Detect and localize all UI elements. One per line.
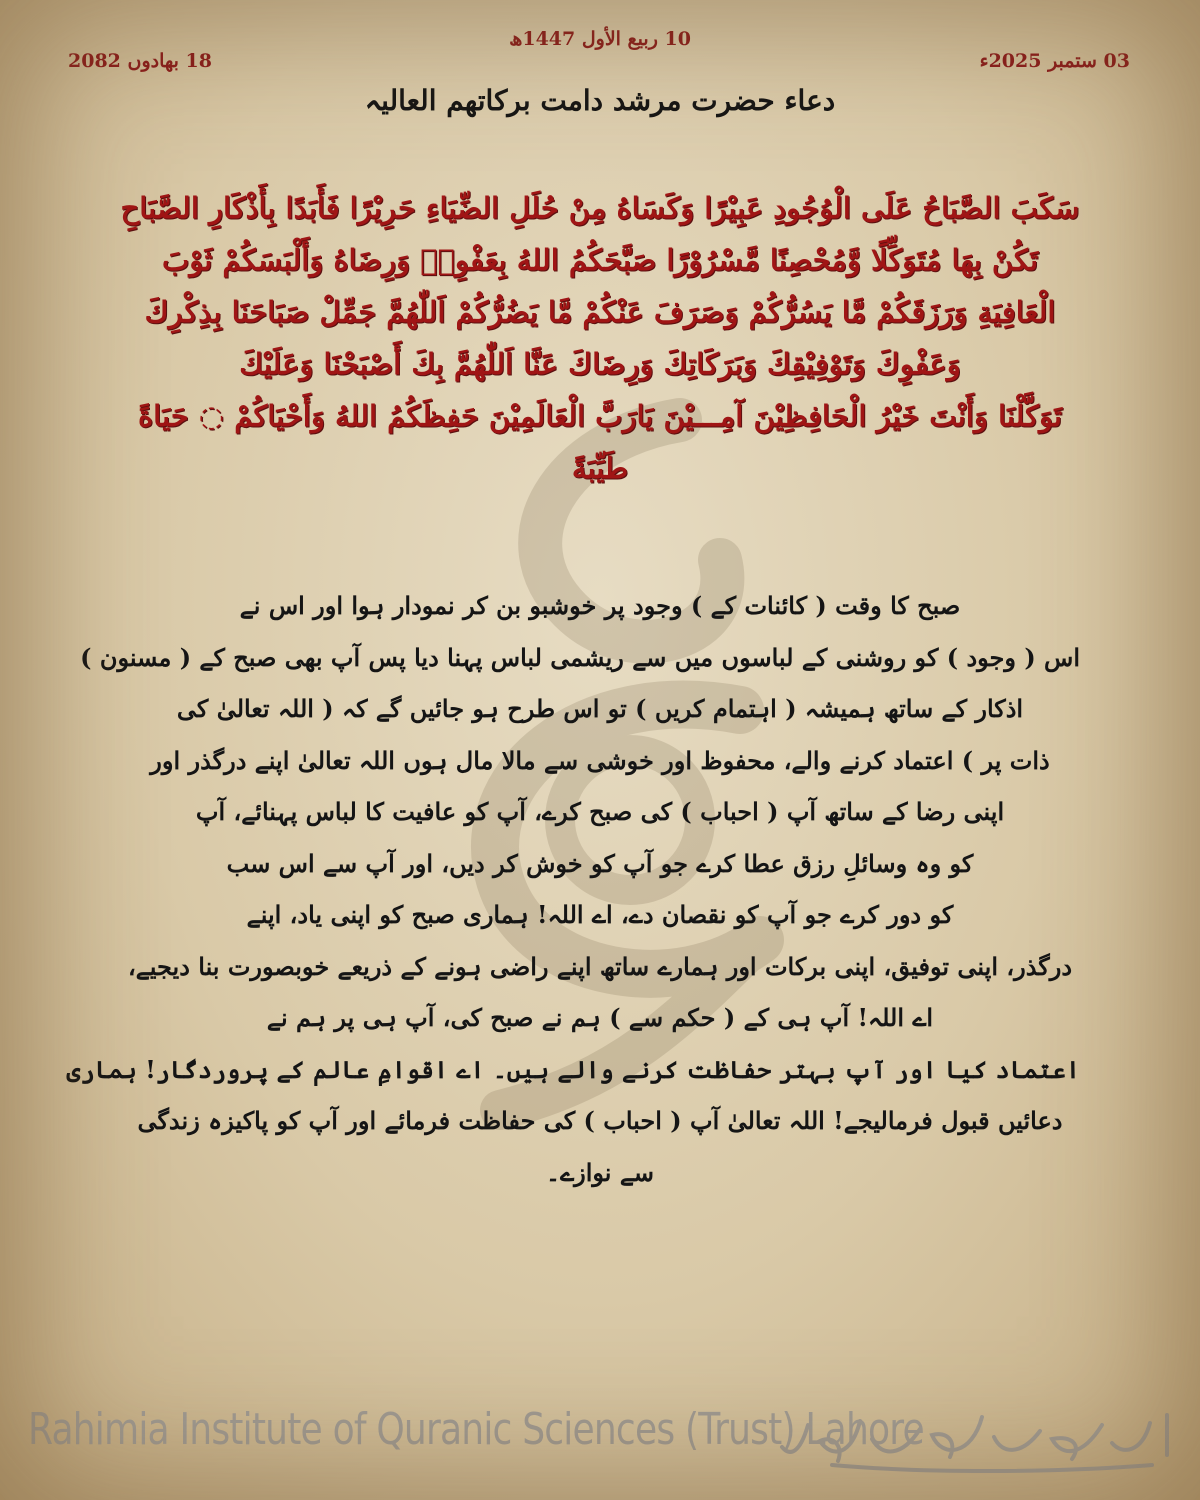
urdu-line: ذات پر ) اعتماد کرنے والے، محفوظ اور خوشی سے مالا مال ہوں اللہ تعالیٰ اپنے درگذر اور [150, 745, 1050, 775]
arabic-line: طَيِّبَةً [571, 451, 629, 485]
urdu-line: صبح کا وقت ( کائنات کے ) وجود پر خوشبو بن کر نمودار ہوا اور اس نے [239, 591, 961, 620]
institute-name-english: Rahimia Institute of Quranic Sciences (Trust) Lahore [28, 1404, 924, 1455]
urdu-line: اعتماد کیا اور آپ بہتر حفاظت کرنے والے ہیں۔ اے اقوامِ عالم کے پروردگار! ہماری [66, 1054, 1080, 1084]
arabic-line: تَكُنْ بِهَا مُتَوَكِّلًا وَّمُحْصِنًا مَّسْرُوْرًا صَبَّحَكُمُ اللهُ بِعَفْوِهٖ وَرِضَاهُ وَأَلْبَسَكُمْ ثَوْبَ [161, 243, 1039, 277]
arabic-line: تَوَكَّلْنَا وَأَنْتَ خَيْرُ الْحَافِظِيْنَ آمِـــيْنَ يَارَبَّ الْعَالَمِيْنَ حَفِظَكُمُ اللهُ وَأَحْيَاكُمْ ◌ حَيَاةً [137, 399, 1063, 433]
urdu-line: سے نوازے۔ [546, 1157, 654, 1187]
arabic-line: الْعَافِيَةِ وَرَزَقَكُمْ مَّا يَسُرُّكُمْ وَصَرَفَ عَنْكُمْ مَّا يَضُرُّكُمْ اَللّٰهُمَّ جَمِّلْ صَبَاحَنَا بِذِكْرِكَ [144, 295, 1056, 329]
urdu-line: دعائیں قبول فرمالیجے! اللہ تعالیٰ آپ ( احباب ) کی حفاظت فرمائے اور آپ کو پاکیزہ زندگی [137, 1106, 1063, 1135]
page-title: دعاء حضرت مرشد دامت برکاتھم العالیہ [364, 84, 836, 117]
arabic-dua [95, 182, 1105, 494]
institute-calligraphy-logo [772, 1395, 1182, 1475]
urdu-line: کو وہ وسائلِ رزق عطا کرے جو آپ کو خوش کر دیں، اور آپ سے اس سب [226, 848, 974, 878]
urdu-line: درگذر، اپنی توفیق، اپنی برکات اور ہمارے ساتھ اپنے راضی ہونے کے ذریعے خوبصورت بنا دیجیے، [127, 951, 1072, 981]
bikrami-date: 18 بھادوں 2082 [68, 50, 212, 72]
hijri-date: 10 ربیع الأول 1447ھ [509, 28, 691, 50]
urdu-line: اپنی رضا کے ساتھ آپ ( احباب ) کی صبح کرے، آپ کو عافیت کا لباس پہنائے، آپ [195, 797, 1005, 826]
urdu-line: کو دور کرے جو آپ کو نقصان دے، اے اللہ! ہماری صبح کو اپنی یاد، اپنے [246, 900, 954, 929]
urdu-line: اے اللہ! آپ ہی کے ( حکم سے ) ہم نے صبح کی، آپ ہی پر ہم نے [266, 1003, 934, 1032]
urdu-line: اذکار کے ساتھ ہمیشہ ( اہتمام کریں ) تو اس طرح ہو جائیں گے کہ ( اللہ تعالیٰ کی [176, 694, 1024, 723]
urdu-translation [66, 580, 1080, 1198]
arabic-line: وَعَفْوِكَ وَتَوْفِيْقِكَ وَبَرَكَاتِكَ وَرِضَاكَ عَنَّا اَللّٰهُمَّ بِكَ أَصْبَحْنَا وَعَلَيْكَ [239, 347, 961, 381]
urdu-line: اس ( وجود ) کو روشنی کے لباسوں میں سے ریشمی لباس پہنا دیا پس آپ بھی صبح کے ( مسنون ) [80, 642, 1080, 672]
arabic-line: سَكَبَ الصَّبَاحُ عَلَى الْوُجُودِ عَبِيْرًا وَكَسَاهُ مِنْ حُلَلِ الضِّيَاءِ حَرِيْرًا فَأَبَدًا بِأَذْكَارِ الصَّبَاحِ [120, 191, 1080, 225]
gregorian-date: 03 ستمبر 2025ء [979, 50, 1130, 72]
